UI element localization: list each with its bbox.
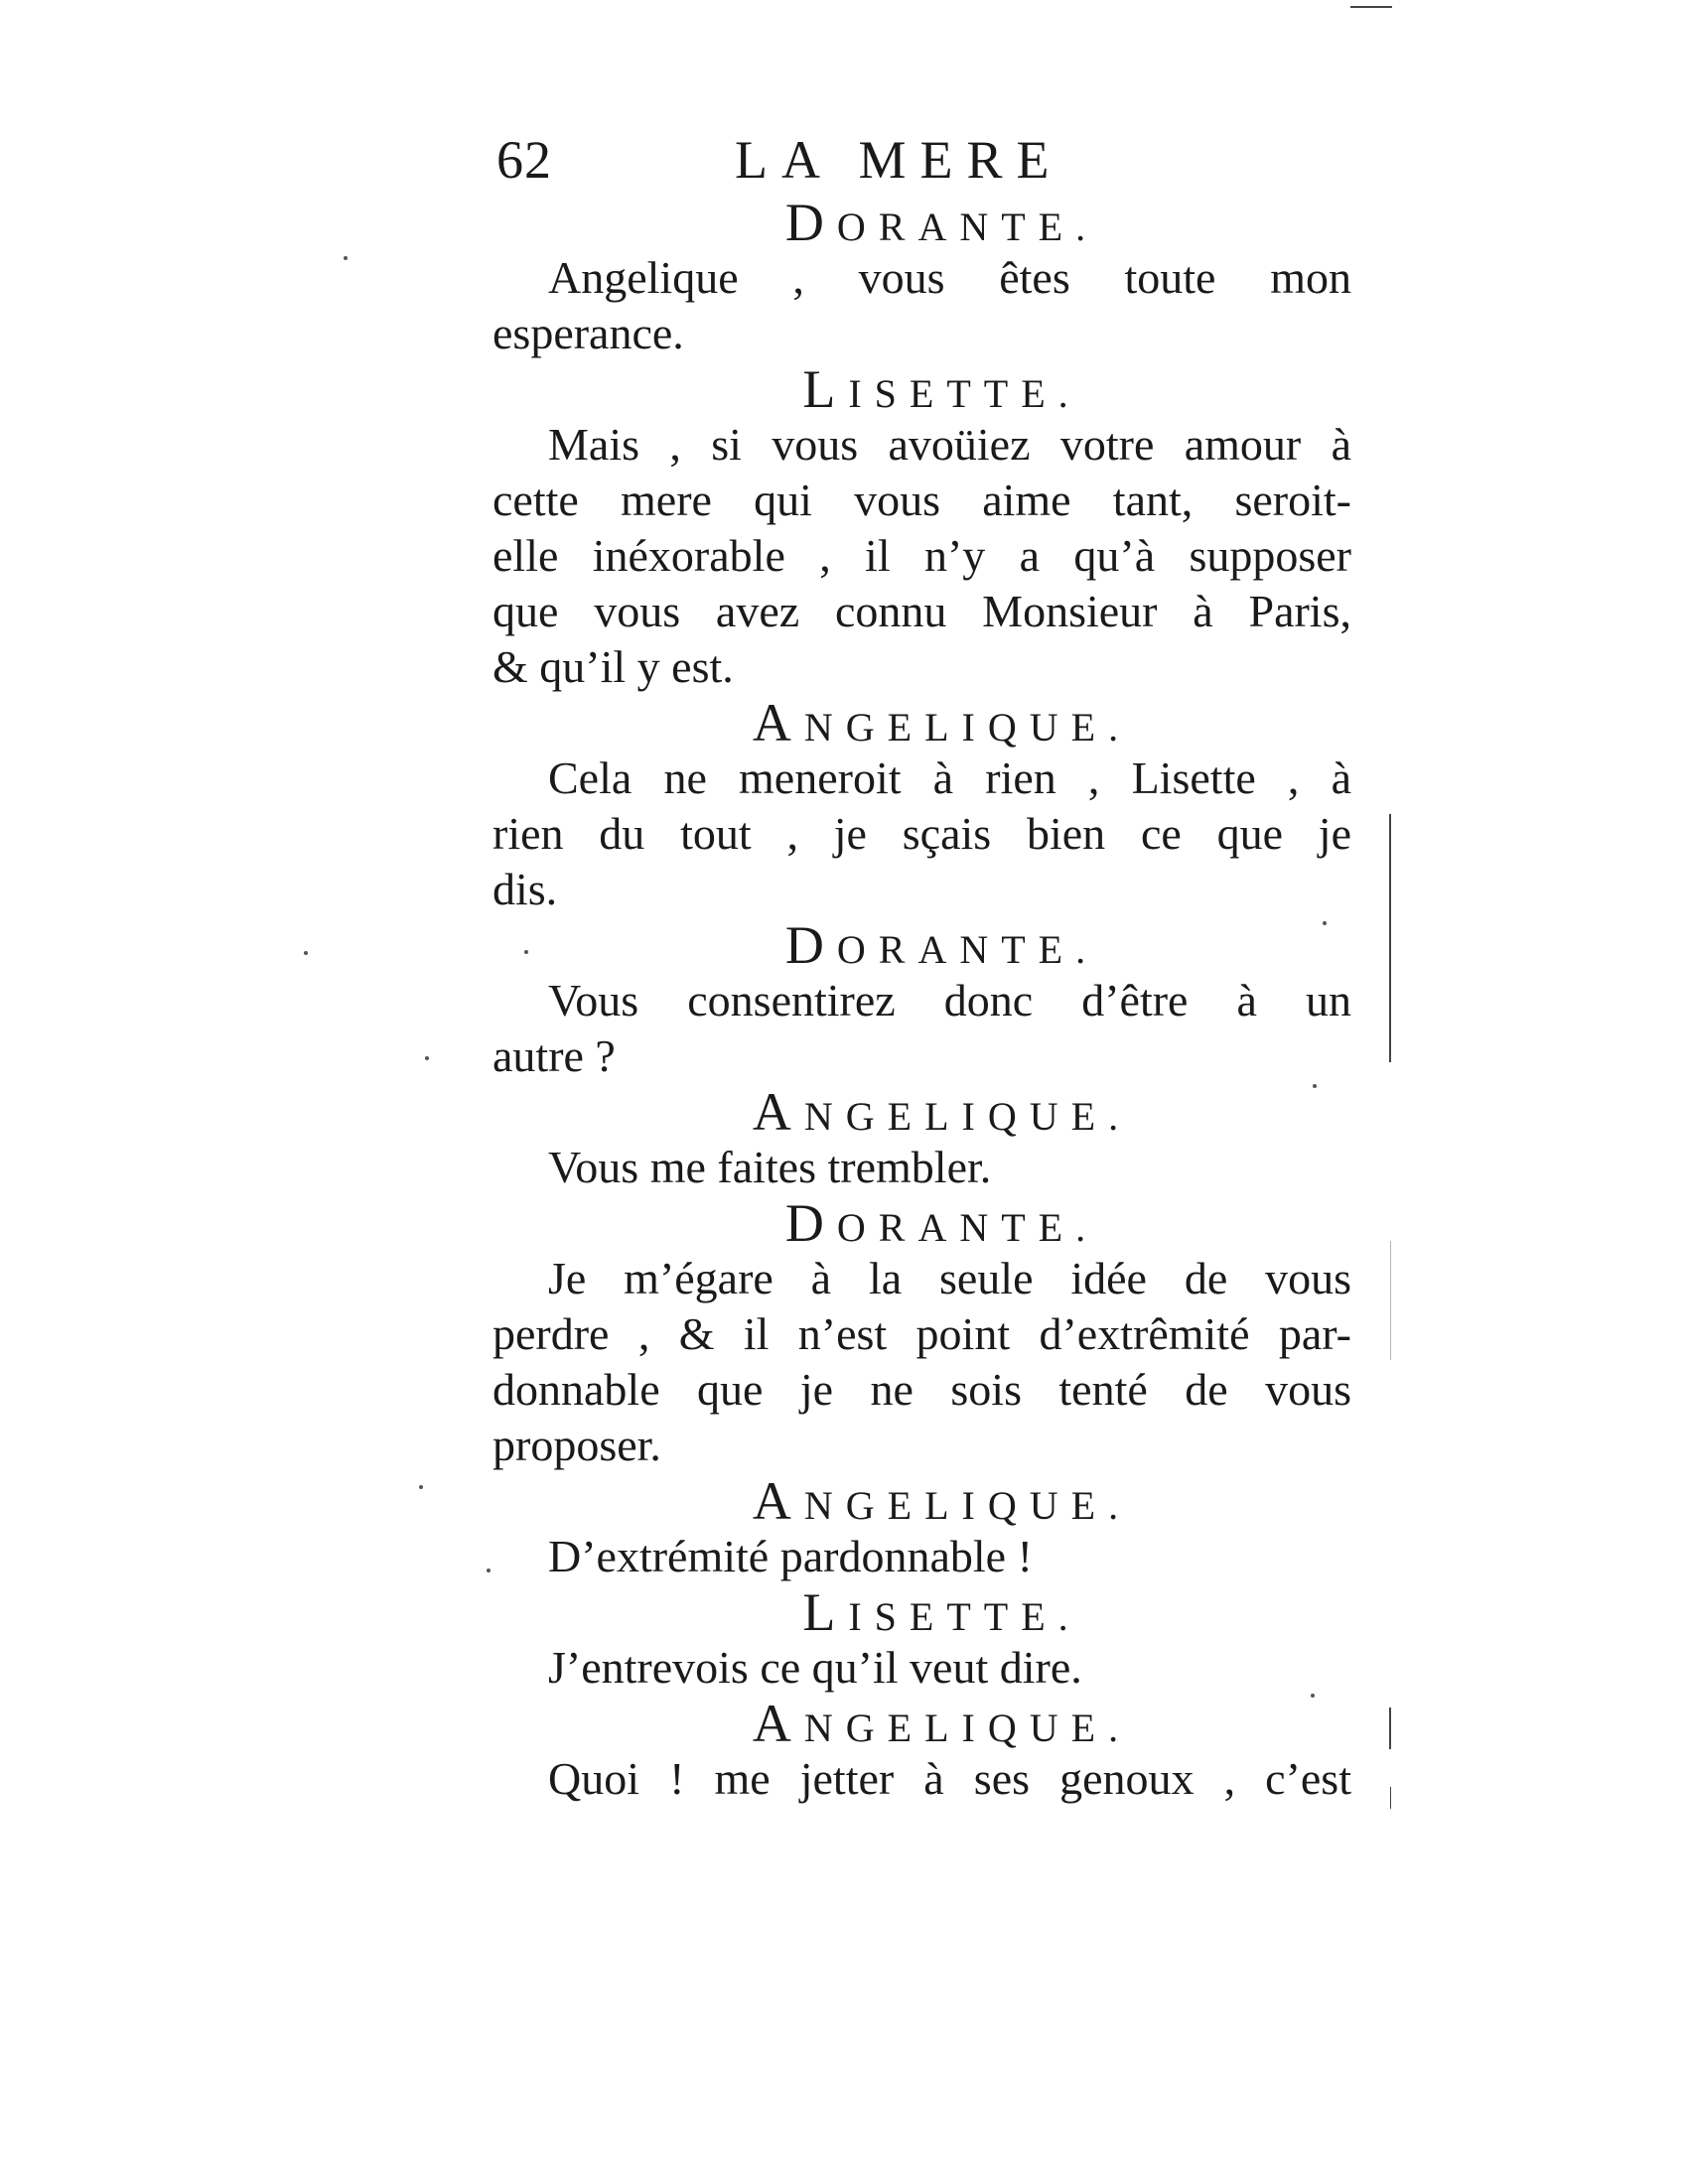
scan-edge-mark xyxy=(1390,1241,1391,1360)
speech-line: D’extrémité pardonnable ! xyxy=(548,1531,1033,1581)
speaker-name: ANGELIQUE. xyxy=(752,1694,1132,1753)
running-title: LA MERE xyxy=(735,130,1063,190)
speech-line: Cela ne meneroit à rien , Lisette , à xyxy=(548,752,1351,803)
scan-speck xyxy=(1313,1084,1317,1088)
speech-line: rien du tout , je sçais bien ce que je xyxy=(492,808,1351,859)
speech-line: J’entrevois ce qu’il veut dire. xyxy=(548,1642,1082,1693)
play-text xyxy=(492,195,1351,1807)
speech-line: Quoi ! me jetter à ses genoux , c’est xyxy=(548,1753,1351,1804)
scan-edge-mark xyxy=(1389,1707,1391,1749)
scan-speck xyxy=(419,1485,423,1489)
speech-line: autre ? xyxy=(492,1030,616,1081)
speech xyxy=(492,751,1351,917)
speech xyxy=(492,417,1351,695)
speech-line: & qu’il y est. xyxy=(492,641,734,692)
speech-line: elle inéxorable , il n’y a qu’à supposer xyxy=(492,530,1351,581)
speech-line: donnable que je ne sois tenté de vous xyxy=(492,1364,1351,1415)
speech xyxy=(492,1140,1351,1195)
speech-line: proposer. xyxy=(492,1420,661,1470)
scan-speck xyxy=(344,256,348,260)
speech-line: Angelique , vous êtes toute mon xyxy=(548,252,1351,303)
scan-speck xyxy=(1311,1694,1315,1698)
speech-line: perdre , & il n’est point d’extrêmité par- xyxy=(492,1308,1351,1359)
speaker-name: DORANTE. xyxy=(784,193,1099,252)
scan-edge-mark xyxy=(1390,1787,1391,1809)
scan-edge-mark xyxy=(1389,814,1391,1062)
speech-line: Mais , si vous avoüiez votre amour à xyxy=(548,419,1351,470)
speaker-name: DORANTE. xyxy=(784,1193,1099,1253)
speaker-name: LISETTE. xyxy=(802,359,1081,419)
speaker-name: LISETTE. xyxy=(802,1582,1081,1642)
speech-line: dis. xyxy=(492,864,558,914)
scan-speck xyxy=(487,1569,491,1572)
speech xyxy=(492,1640,1351,1696)
speaker-name: ANGELIQUE. xyxy=(752,1471,1132,1531)
speech xyxy=(492,1751,1351,1807)
speech-line: que vous avez connu Monsieur à Paris, xyxy=(492,586,1351,636)
speaker-name: DORANTE. xyxy=(784,915,1099,975)
speech-line: cette mere qui vous aime tant, seroit- xyxy=(492,475,1351,525)
speech xyxy=(492,973,1351,1084)
scan-speck xyxy=(1323,921,1327,925)
speaker-name: ANGELIQUE. xyxy=(752,693,1132,752)
scan-speck xyxy=(425,1056,429,1060)
speech-line: Je m’égare à la seule idée de vous xyxy=(548,1253,1351,1303)
speaker-name: ANGELIQUE. xyxy=(752,1082,1132,1142)
speech-line: Vous me faites trembler. xyxy=(548,1142,992,1192)
speech xyxy=(492,1251,1351,1473)
page-header xyxy=(496,129,1152,199)
scan-edge-mark xyxy=(1350,6,1392,8)
speech xyxy=(492,250,1351,361)
speech-line: Vous consentirez donc d’être à un xyxy=(548,975,1351,1025)
speech-line: esperance. xyxy=(492,308,684,358)
speech xyxy=(492,1529,1351,1584)
scan-speck xyxy=(304,951,308,955)
page-number: 62 xyxy=(496,130,552,190)
scan-speck xyxy=(524,950,528,954)
